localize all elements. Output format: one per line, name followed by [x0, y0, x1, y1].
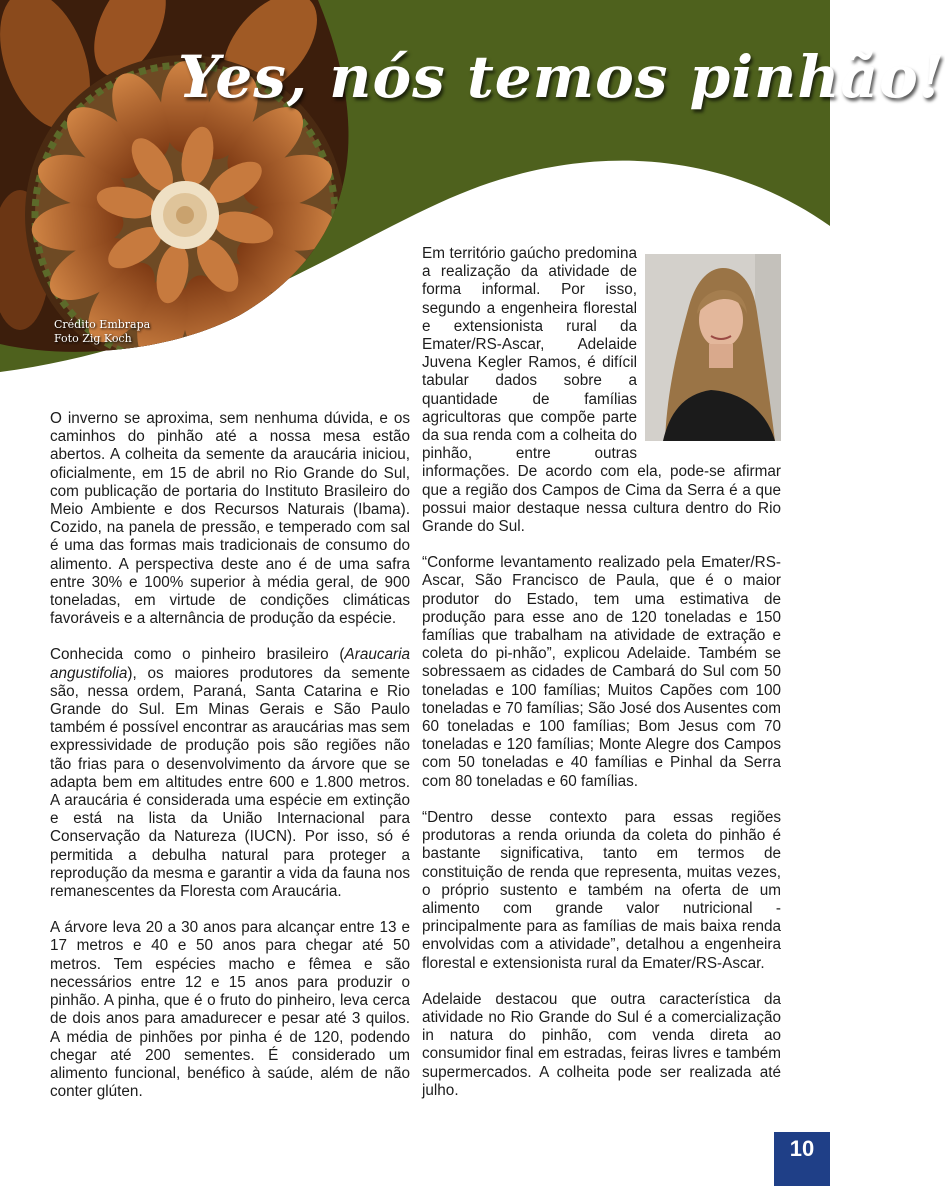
paragraph: A árvore leva 20 a 30 anos para alcançar entre 13 e 17 metros e 40 e 50 anos para chegar até 50 metros. Tem espécies macho e fêmea e são necessários entre 12 e 15 anos para produzir o pinhão. A pinha, que é o fruto do pinheiro, leva cerca de dois anos para amadurecer e pesar até 3 quilos. A média de pinhões por pinha é de 120, podendo chegar até 200 sementes. É considerado um alimento funcional, benéfico à saúde, além de não conter glúten.	[50, 919, 410, 1101]
species-name: Araucaria angustifolia	[50, 646, 410, 682]
paragraph: “Dentro desse contexto para essas regiões produtoras a renda oriunda da coleta do pinhão é bastante significativa, tanto em termos de constituição de renda que representa, muitas vezes, o próprio sustento e também na oferta de um alimento com grande valor nutricional - principalmente para as famílias de mais baixa renda envolvidas com a atividade”, detalhou a engenheira florestal e extensionista rural da Emater/RS-Ascar.	[422, 808, 781, 972]
paragraph	[50, 646, 410, 901]
paragraph: “Conforme levantamento realizado pela Emater/RS-Ascar, São Francisco de Paula, que é o maior produtor do Estado, tem uma estimativa de produção para esse ano de 120 toneladas e 150 famílias que trabalham na atividade de extração e coleta do pi-nhão”, explicou Adelaide. Também se sobressaem as cidades de Cambará do Sul com 50 toneladas e 100 famílias; Muitos Capões com 100 toneladas e 70 famílias; São José dos Ausentes com 60 toneladas e 100 famílias; Bom Jesus com 70 toneladas e 120 famílias; Monte Alegre dos Campos com 50 toneladas e 40 famílias e Pinhal da Serra com 80 toneladas e 60 famílias.	[422, 554, 781, 790]
paragraph: Adelaide destacou que outra característica da atividade no Rio Grande do Sul é a comercialização in natura do pinhão, com venda direta ao consumidor final em estradas, feiras livres e também supermercados. A colheita pode ser realizada até julho.	[422, 990, 781, 1099]
page-title: Yes, nós temos pinhão!	[178, 43, 945, 111]
left-column	[50, 410, 410, 1119]
portrait-photo	[645, 254, 781, 441]
paragraph: Em território gaúcho predomina a realização da atividade de forma informal. Por isso, segundo a engenheira florestal e extensionista rural da Emater/RS-Ascar, Adelaide Juvena Kegler Ramos, é difícil tabular dados sobre a quantidade de famílias agricultoras que compõe parte da sua renda com a colheita do pinhão, entre outras informações. De acordo com ela, pode-se afirmar que a região dos Campos de Cima da Serra é a que possui maior destaque nessa cultura dentro do Rio Grande do Sul.	[422, 245, 781, 536]
photo-credit	[54, 318, 150, 346]
page-number: 10	[774, 1132, 830, 1186]
right-column	[422, 245, 781, 1118]
paragraph-text: ), os maiores produtores da semente são, nessa ordem, Paraná, Santa Catarina e Rio Grande do Sul. Em Minas Gerais e São Paulo também é possível encontrar as araucárias mas sem expressividade de produção pois são regiões não tão frias para o desenvolvimento da árvore que se adapta bem em altitudes entre 600 e 1.800 metros. A araucária é considerada uma espécie em extinção e está na lista da União Internacional para Conservação da Natureza (IUCN). Por isso, só é permitida a debulha natural para proteger a reprodução da mesma e garantir a vida da fauna nos remanescentes da Floresta com Araucária.	[50, 664, 410, 901]
paragraph-text: Conhecida como o pinheiro brasileiro (	[50, 646, 345, 664]
paragraph: O inverno se aproxima, sem nenhuma dúvida, e os caminhos do pinhão até a nossa mesa estão abertos. A colheita da semente da araucária iniciou, oficialmente, em 15 de abril no Rio Grande do Sul, com publicação de portaria do Instituto Brasileiro do Meio Ambiente e dos Recursos Naturais (Ibama). Cozido, na panela de pressão, e temperado com sal é uma das formas mais tradicionais de consumo do alimento. A perspectiva deste ano é de uma safra entre 30% e 100% superior à média geral, de 900 toneladas, em virtude de condições climáticas favoráveis e a alternância de produção da espécie.	[50, 410, 410, 628]
credit-line-2: Foto Zig Koch	[54, 332, 132, 345]
credit-line-1: Crédito Embrapa	[54, 318, 151, 331]
